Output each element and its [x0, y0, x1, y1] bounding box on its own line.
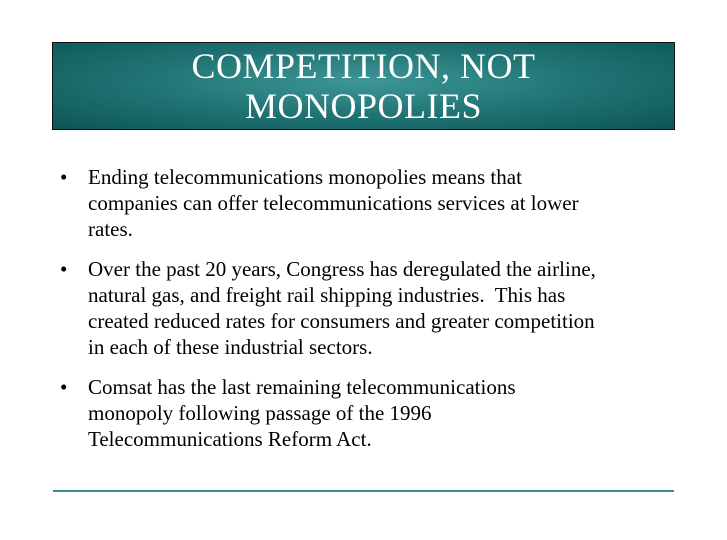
slide-title-box	[52, 42, 675, 130]
bullet-line: natural gas, and freight rail shipping industries. This has	[88, 283, 566, 307]
bullet-text	[88, 256, 680, 360]
slide-title-line-2: MONOPOLIES	[244, 86, 482, 126]
bullet-item	[60, 164, 680, 242]
bullet-text	[88, 164, 680, 242]
bullet-line: Comsat has the last remaining telecommunications	[88, 375, 516, 399]
slide-title-line-1: COMPETITION, NOT	[191, 46, 536, 86]
bullet-text	[88, 374, 680, 452]
bullet-line: Telecommunications Reform Act.	[88, 427, 372, 451]
bullet-line: monopoly following passage of the 1996	[88, 401, 432, 425]
bullet-line: in each of these industrial sectors.	[88, 335, 373, 359]
bullet-dot-icon: •	[60, 375, 68, 399]
bottom-divider	[53, 490, 674, 492]
bullet-item	[60, 256, 680, 360]
bullet-dot-icon: •	[60, 165, 68, 189]
bullet-dot-icon: •	[60, 257, 68, 281]
bullet-line: rates.	[88, 217, 133, 241]
bullet-list	[60, 164, 680, 466]
bullet-line: created reduced rates for consumers and greater competition	[88, 309, 595, 333]
bullet-item	[60, 374, 680, 452]
bullet-line: Over the past 20 years, Congress has deregulated the airline,	[88, 257, 596, 281]
bullet-line: Ending telecommunications monopolies means that	[88, 165, 522, 189]
bullet-line: companies can offer telecommunications services at lower	[88, 191, 579, 215]
